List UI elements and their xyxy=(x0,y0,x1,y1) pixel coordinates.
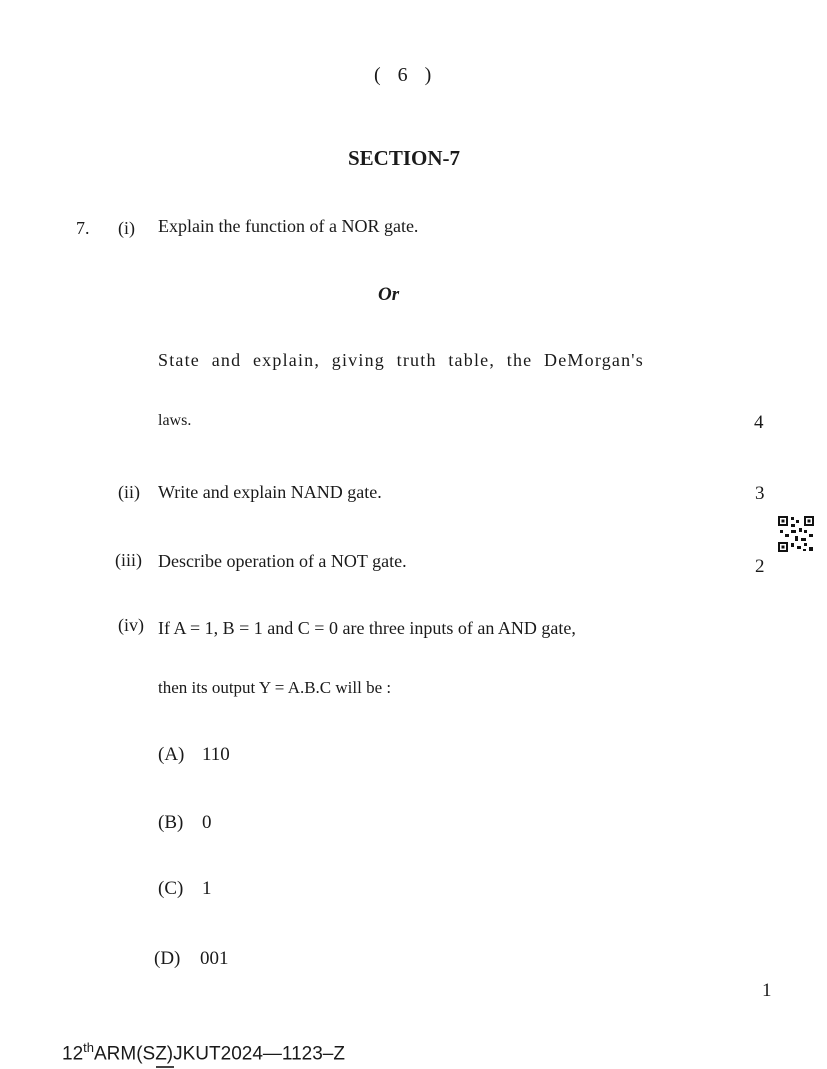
question-number: 7. xyxy=(76,218,90,238)
part-i-label: (i) xyxy=(118,218,135,238)
marks-part-iv: 1 xyxy=(762,980,772,1001)
part-iii-text: Describe operation of a NOT gate. xyxy=(158,551,407,571)
footer-prefix: 12 xyxy=(62,1043,84,1065)
option-c-label: (C) xyxy=(158,878,184,899)
or-divider: Or xyxy=(378,284,400,305)
footer-code: ARM(SZ)JKUT2024—1123–Z xyxy=(93,1043,345,1065)
section-title: SECTION-7 xyxy=(348,146,461,170)
option-a-value: 110 xyxy=(202,744,230,765)
marks-part-i: 4 xyxy=(754,412,764,433)
part-ii-text: Write and explain NAND gate. xyxy=(158,482,382,502)
footer-sup: th xyxy=(83,1040,94,1055)
option-b-value: 0 xyxy=(202,812,212,833)
part-iii-label: (iii) xyxy=(115,550,142,570)
option-d-value: 001 xyxy=(200,948,229,969)
part-iv-line1: If A = 1, B = 1 and C = 0 are three inputs of an AND gate, xyxy=(158,618,576,638)
marks-part-ii: 3 xyxy=(755,483,765,504)
alt-question-line2: laws. xyxy=(158,412,192,429)
page-number: ( 6 ) xyxy=(374,64,438,86)
part-iv-line2: then its output Y = A.B.C will be : xyxy=(158,678,392,697)
option-b-label: (B) xyxy=(158,812,184,833)
option-c-value: 1 xyxy=(202,878,212,899)
qr-code-icon xyxy=(777,515,815,553)
part-i-text: Explain the function of a NOR gate. xyxy=(158,216,419,236)
footer-underline xyxy=(156,1066,174,1068)
part-ii-label: (ii) xyxy=(118,482,140,502)
alt-question-line1: State and explain, giving truth table, the DeMorgan's xyxy=(158,350,644,370)
paper-code-footer xyxy=(62,1040,345,1065)
option-d-label: (D) xyxy=(154,948,181,969)
marks-part-iii: 2 xyxy=(755,556,765,577)
option-a-label: (A) xyxy=(158,744,185,765)
part-iv-label: (iv) xyxy=(118,615,144,635)
